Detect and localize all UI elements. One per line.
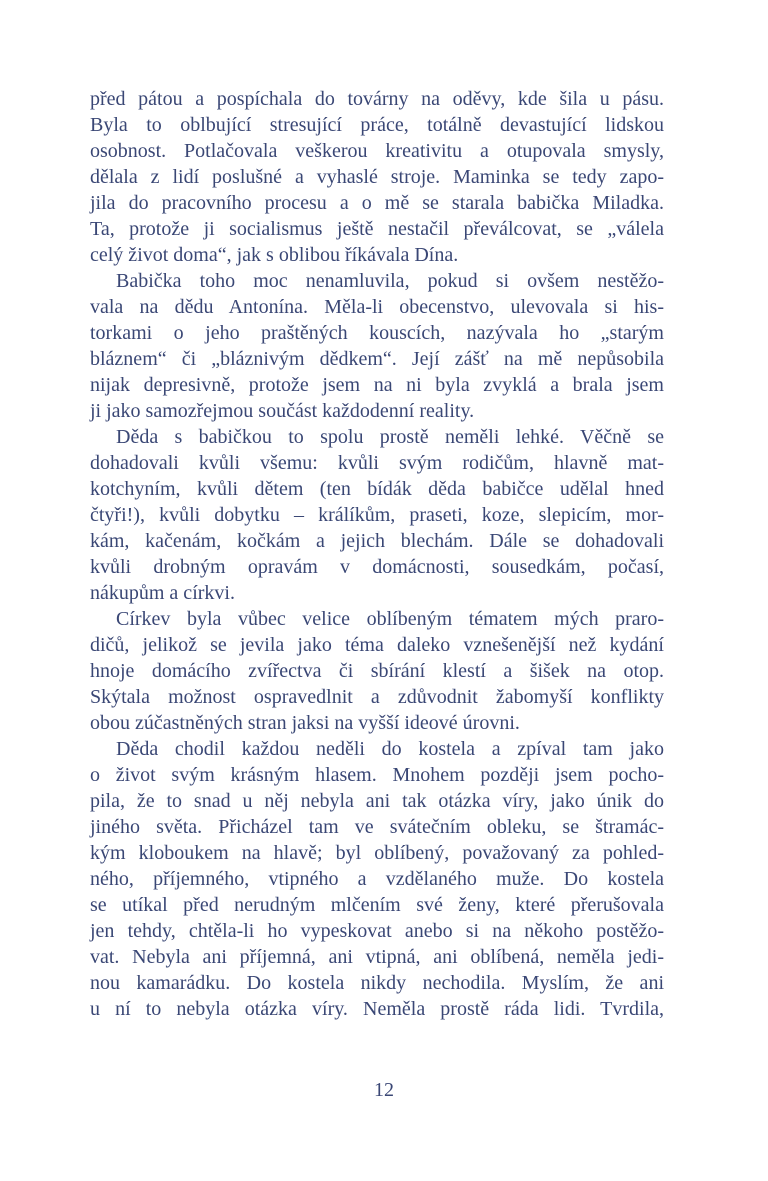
text-line: jen tehdy, chtěla-li ho vypeskovat anebo si na někoho postěžo- — [90, 920, 664, 942]
paragraph — [90, 736, 664, 1022]
text-line: jiného světa. Přicházel tam ve svátečním obleku, se štramác- — [90, 816, 664, 838]
text-line: bláznem“ či „bláznivým dědkem“. Její zášť na mě nepůsobila — [90, 348, 664, 370]
text-line: dohadovali kvůli všemu: kvůli svým rodičům, hlavně mat- — [90, 452, 664, 474]
text-line: nou kamarádku. Do kostela nikdy nechodila. Myslím, že ani — [90, 972, 664, 994]
text-line: hnoje domácího zvířectva či sbírání klestí a šišek na otop. — [90, 660, 664, 682]
text-line: vala na dědu Antonína. Měla-li obecenstvo, ulevovala si his- — [90, 296, 664, 318]
text-line: Církev byla vůbec velice oblíbeným tématem mých praro- — [116, 608, 664, 630]
text-line: se utíkal před nerudným mlčením své ženy, které přerušovala — [90, 894, 664, 916]
text-line: dělala z lidí poslušné a vyhaslé stroje. Maminka se tedy zapo- — [90, 166, 664, 188]
text-line: obou zúčastněných stran jaksi na vyšší ideové úrovni. — [90, 712, 520, 734]
text-line: Ta, protože ji socialismus ještě nestačil převálcovat, se „válela — [90, 218, 664, 240]
text-line: Byla to oblbující stresující práce, totálně devastující lidskou — [90, 114, 664, 136]
text-line: vat. Nebyla ani příjemná, ani vtipná, ani oblíbená, neměla jedi- — [90, 946, 664, 968]
book-page-text — [90, 86, 664, 1022]
text-line: osobnost. Potlačovala veškerou kreativitu a otupovala smysly, — [90, 140, 664, 162]
text-line: pila, že to snad u něj nebyla ani tak otázka víry, jako únik do — [90, 790, 664, 812]
text-line: jila do pracovního procesu a o mě se starala babička Miladka. — [90, 192, 664, 214]
page-number: 12 — [374, 1079, 394, 1101]
text-line: u ní to nebyla otázka víry. Neměla prostě ráda lidi. Tvrdila, — [90, 998, 664, 1020]
text-line: Skýtala možnost ospravedlnit a zdůvodnit žabomyší konflikty — [90, 686, 664, 708]
text-line: před pátou a pospíchala do továrny na oděvy, kde šila u pásu. — [90, 88, 664, 110]
paragraph — [90, 606, 664, 736]
text-line: kám, kačenám, kočkám a jejich blechám. Dále se dohadovali — [90, 530, 664, 552]
text-line: celý život doma“, jak s oblibou říkávala Dína. — [90, 244, 459, 266]
text-line: dičů, jelikož se jevila jako téma daleko vznešenější než kydání — [90, 634, 664, 656]
text-line: čtyři!), kvůli dobytku – králíkům, praseti, koze, slepicím, mor- — [90, 504, 664, 526]
text-line: ného, příjemného, vtipného a vzdělaného muže. Do kostela — [90, 868, 664, 890]
text-line: Děda s babičkou to spolu prostě neměli lehké. Věčně se — [116, 426, 664, 448]
paragraph — [90, 424, 664, 606]
paragraph — [90, 86, 664, 268]
text-line: ji jako samozřejmou součást každodenní reality. — [90, 400, 475, 422]
text-line: kvůli drobným opravám v domácnosti, sousedkám, počasí, — [90, 556, 664, 578]
text-line: nákupům a církvi. — [90, 582, 235, 604]
text-line: kým kloboukem na hlavě; byl oblíbený, považovaný za pohled- — [90, 842, 664, 864]
text-line: Babička toho moc nenamluvila, pokud si ovšem nestěžo- — [116, 270, 664, 292]
text-line: Děda chodil každou neděli do kostela a zpíval tam jako — [116, 738, 664, 760]
text-line: nijak depresivně, protože jsem na ni byla zvyklá a brala jsem — [90, 374, 664, 396]
paragraph — [90, 268, 664, 424]
text-line: kotchyním, kvůli dětem (ten bídák děda babičce udělal hned — [90, 478, 664, 500]
text-line: o život svým krásným hlasem. Mnohem později jsem pocho- — [90, 764, 664, 786]
text-line: torkami o jeho praštěných kouscích, nazývala ho „starým — [90, 322, 664, 344]
